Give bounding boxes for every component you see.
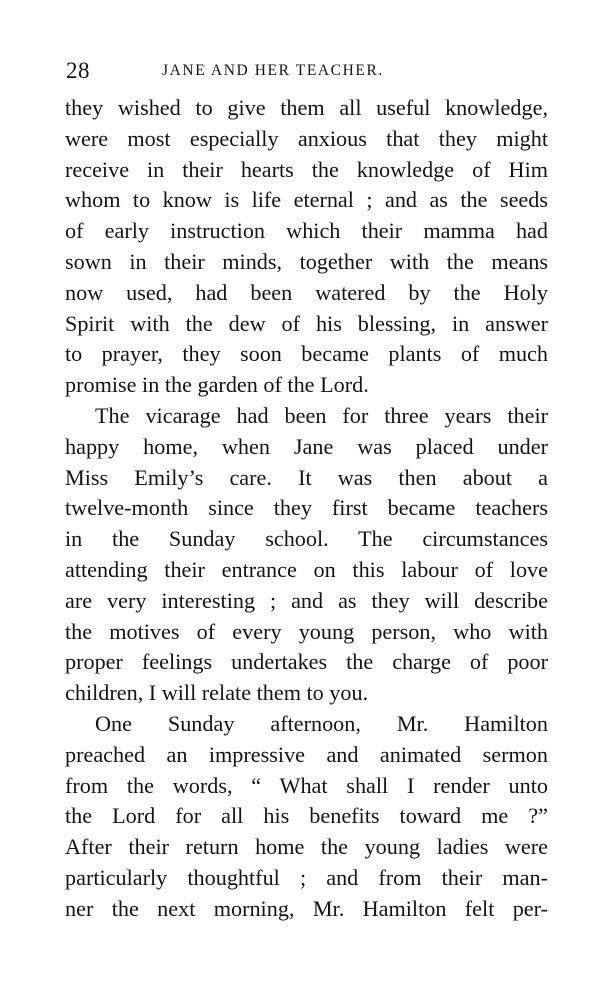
text-line: the Lord for all his benefits toward me ?”: [65, 803, 548, 829]
text-line: Spirit with the dew of his blessing, in answer: [65, 310, 548, 336]
text-line: of early instruction which their mamma had: [65, 218, 548, 244]
text-line: ner the next morning, Mr. Hamilton felt per-: [65, 895, 548, 921]
text-line: now used, had been watered by the Holy: [65, 279, 548, 305]
text-line: proper feelings undertakes the charge of poor: [65, 649, 548, 675]
text-line: After their return home the young ladies were: [65, 834, 548, 860]
text-line: promise in the garden of the Lord.: [65, 372, 369, 398]
body-text: [65, 93, 548, 925]
text-line: children, I will relate them to you.: [65, 680, 369, 706]
text-line: from the words, “ What shall I render unto: [65, 772, 548, 798]
text-line: sown in their minds, together with the means: [65, 248, 548, 274]
text-line: The vicarage had been for three years their: [95, 402, 548, 428]
text-line: to prayer, they soon became plants of much: [65, 341, 548, 367]
text-line: were most especially anxious that they might: [65, 125, 548, 151]
running-title: JANE AND HER TEACHER.: [162, 62, 384, 79]
text-line: whom to know is life eternal ; and as the seeds: [65, 187, 548, 213]
text-line: twelve-month since they first became teachers: [65, 495, 548, 521]
text-line: they wished to give them all useful knowledge,: [65, 95, 548, 120]
text-line: particularly thoughtful ; and from their man-: [65, 864, 548, 890]
text-line: receive in their hearts the knowledge of Him: [65, 156, 548, 182]
text-line: the motives of every young person, who with: [65, 618, 548, 644]
text-line: in the Sunday school. The circumstances: [65, 526, 548, 552]
text-line: happy home, when Jane was placed under: [65, 433, 548, 459]
text-line: attending their entrance on this labour of love: [65, 556, 548, 582]
text-line: preached an impressive and animated sermon: [65, 741, 548, 767]
text-line: are very interesting ; and as they will describe: [65, 587, 548, 613]
text-line: One Sunday afternoon, Mr. Hamilton: [95, 710, 548, 736]
page-header: [66, 56, 550, 86]
page-number: 28: [66, 58, 90, 83]
text-line: Miss Emily’s care. It was then about a: [65, 464, 548, 490]
